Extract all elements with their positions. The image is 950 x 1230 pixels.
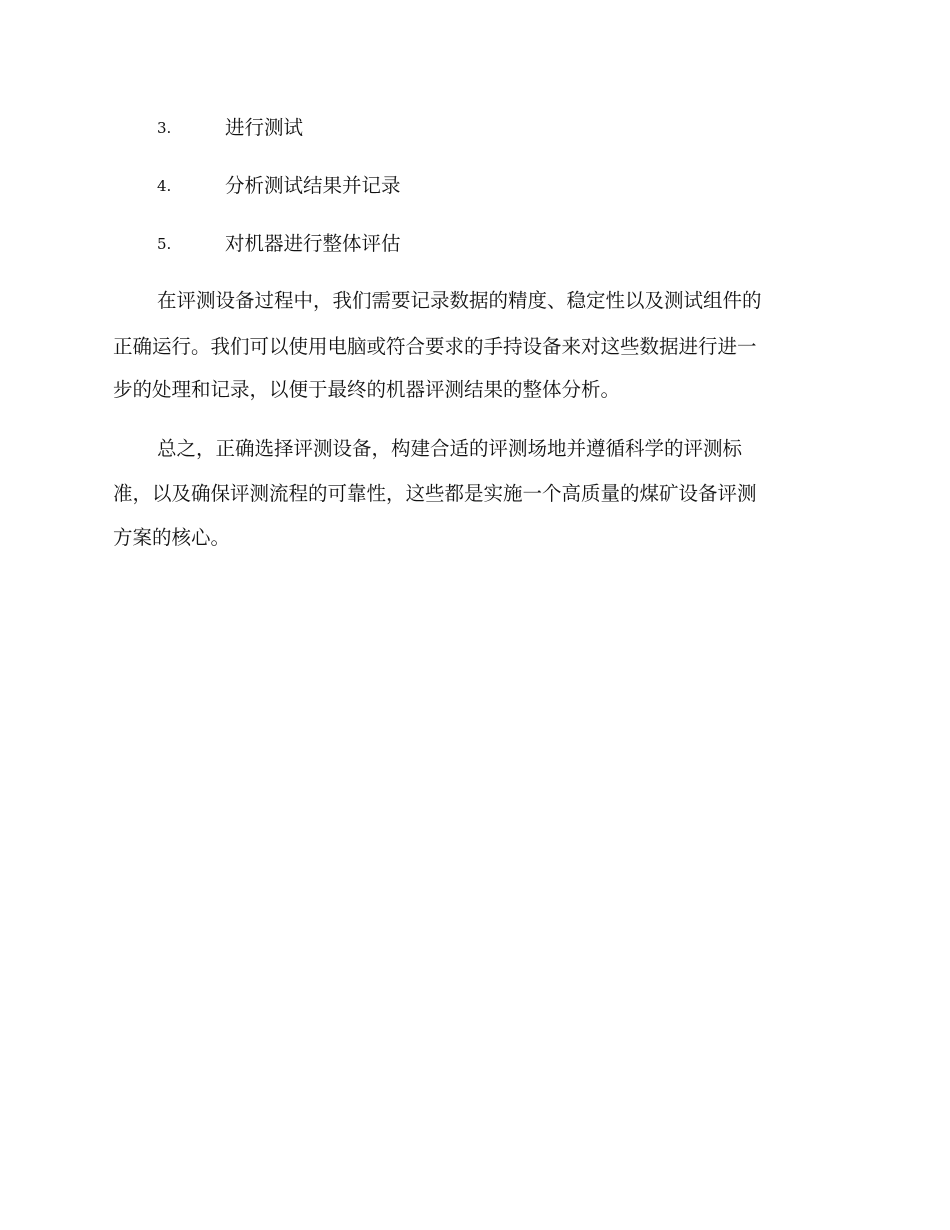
list-item [0,112,950,144]
list-item [0,228,950,260]
list-number: 3. [157,119,172,137]
list-number: 5. [157,235,172,253]
paragraph-line: 准，以及确保评测流程的可靠性，这些都是实施一个高质量的煤矿设备评测 [113,482,757,505]
list-text: 分析测试结果并记录 [225,174,401,197]
list-text: 对机器进行整体评估 [225,232,401,255]
paragraph-line: 总之，正确选择评测设备，构建合适的评测场地并遵循科学的评测标 [157,437,743,460]
paragraph-line: 步的处理和记录，以便于最终的机器评测结果的整体分析。 [113,378,621,401]
list-text: 进行测试 [225,116,304,139]
paragraph-line: 在评测设备过程中，我们需要记录数据的精度、稳定性以及测试组件的 [157,289,762,312]
paragraph-line: 正确运行。我们可以使用电脑或符合要求的手持设备来对这些数据进行进一 [113,335,757,358]
list-number: 4. [157,177,172,195]
paragraph-line: 方案的核心。 [113,526,231,549]
list-item [0,170,950,202]
